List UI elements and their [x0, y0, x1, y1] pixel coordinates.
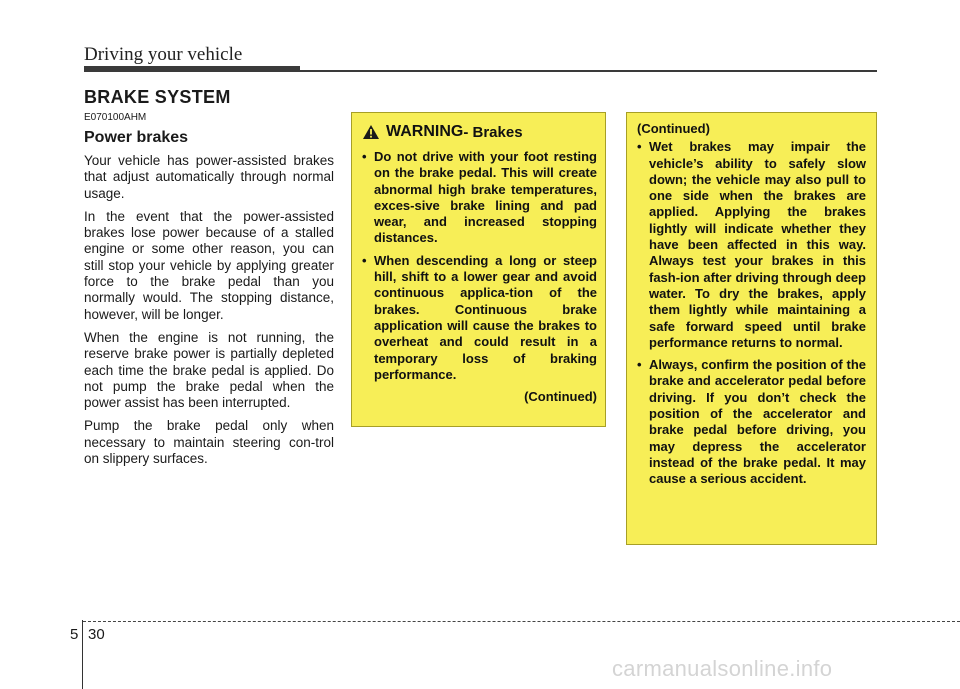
warning-bullet: • Always, confirm the position of the brake and accelerator pedal before driving. If you don’t check the position of the accelerator and brake pedal before driving, you may depress the accelerator instead of the brake pedal. It may cause a serious accident.	[637, 357, 866, 487]
footer-dashed-rule	[83, 621, 960, 622]
power-brakes-column	[84, 112, 334, 474]
power-brakes-heading: Power brakes	[84, 129, 189, 146]
warning-header	[362, 123, 597, 141]
warning-bullet: • Do not drive with your foot resting on the brake pedal. This will create abnormal high brake temperatures, exces-sive brake lining and pad wear, and increased stopping distances.	[362, 149, 597, 247]
warning-triangle-icon	[362, 124, 380, 140]
chapter-title: Driving your vehicle	[84, 44, 243, 65]
section-code: E070100AHM	[84, 112, 147, 123]
watermark: carmanualsonline.info	[612, 656, 833, 681]
warning-subtitle: - Brakes	[463, 123, 523, 141]
warning-bullet: • Wet brakes may impair the vehicle’s ability to safely slow down; the vehicle may also pull to one side when the brakes are applied. Applying the brakes lightly will indicate whether they have been affected in this way. Always test your brakes in this fash-ion after driving through deep water. To dry the brakes, apply them lightly while maintaining a safe forward speed until brake performance returns to normal.	[637, 139, 866, 351]
continued-warning-box	[626, 112, 877, 545]
footer-vertical-rule	[82, 620, 83, 689]
warning-bullet: • When descending a long or steep hill, shift to a lower gear and avoid continuous applica-tion of the brakes. Continuous brake application will cause the brakes to overheat and could result in a temporary loss of braking performance.	[362, 253, 597, 383]
footer-page-number: 30	[88, 626, 105, 643]
section-title: BRAKE SYSTEM	[84, 87, 231, 107]
header-rule-thick	[84, 66, 300, 72]
footer-section-number: 5	[70, 626, 79, 643]
paragraph: When the engine is not running, the reserve brake power is partially depleted each time the brake pedal is applied. Do not pump the brake pedal when the power assist has been interrupted.	[84, 329, 334, 411]
paragraph: Your vehicle has power-assisted brakes that adjust automatically through normal usage.	[84, 153, 334, 201]
paragraph: Pump the brake pedal only when necessary to maintain steering con-trol on slippery surfaces.	[84, 418, 334, 467]
warning-box	[351, 112, 606, 427]
continued-heading: (Continued)	[637, 121, 710, 136]
header-rule-thin	[300, 70, 877, 72]
continued-label: (Continued)	[524, 389, 597, 405]
warning-title: WARNING	[386, 123, 464, 140]
paragraph: In the event that the power-assisted brakes lose power because of a stalled engine or some other reason, you can still stop your vehicle by applying greater force to the brake pedal than you normally would. The stopping distance, however, will be longer.	[84, 208, 334, 322]
